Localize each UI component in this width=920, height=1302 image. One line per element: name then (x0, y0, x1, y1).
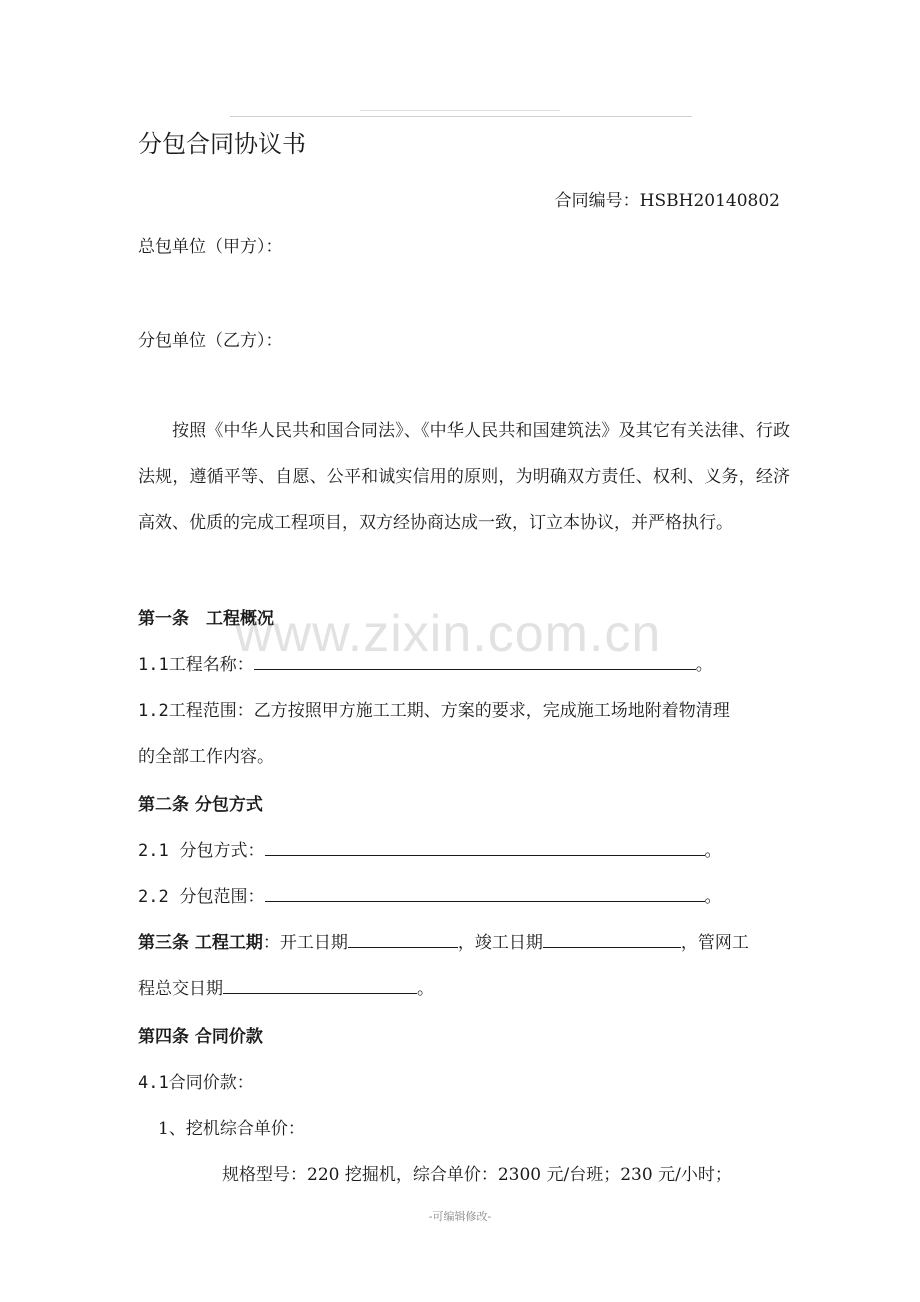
document-title: 分包合同协议书 (138, 130, 306, 158)
item-2-1-number: 2.1 (138, 841, 169, 861)
item-2-1-end: 。 (704, 841, 722, 861)
preamble-paragraph: 按照《中华人民共和国合同法》、《中华人民共和国建筑法》及其它有关法律、行政法规，遵循平等、自愿、公平和诚实信用的原则，为明确双方责任、权利、义务，经济高效、优质的完成工程项目，双方经协商达成一致，订立本协议，并严格执行。 (138, 421, 790, 533)
excavator-unit-price-heading: 1、挖机综合单价： (158, 1119, 305, 1139)
item-1-1-end: 。 (695, 655, 713, 675)
item-2-2-end: 。 (704, 887, 722, 907)
completion-date-blank[interactable] (543, 929, 681, 948)
article3-end: 。 (417, 979, 434, 999)
handover-date-blank[interactable] (223, 975, 417, 994)
handover-date-label: 程总交日期 (138, 979, 223, 999)
item-2-2 (138, 882, 722, 907)
pipeline-label: ，管网工 (680, 933, 749, 953)
subcontract-method-blank[interactable] (265, 837, 705, 856)
item-1-2 (138, 696, 730, 721)
start-date-label: ：开工日期 (262, 933, 348, 953)
watermark: www.zixin.com.cn (235, 605, 662, 663)
item-4-1-number: 4.1 (138, 1073, 169, 1093)
item-1-2-text: 工程范围：乙方按照甲方施工工期、方案的要求，完成施工场地附着物清理 (168, 701, 730, 721)
item-2-2-number: 2.2 (138, 887, 169, 907)
article3-line2 (138, 974, 434, 999)
item-1-2-number: 1.2 (138, 701, 169, 721)
start-date-blank[interactable] (348, 929, 458, 948)
item-1-1-label: 工程名称： (168, 655, 254, 675)
item-4-1-label: 合同价款： (168, 1073, 254, 1093)
item-1-2-continued: 的全部工作内容。 (138, 747, 274, 767)
header-rule (230, 116, 692, 117)
article3-heading: 第三条 工程工期 (138, 933, 263, 953)
page-footer: -可编辑修改- (428, 1210, 492, 1223)
item-2-2-label: 分包范围： (179, 887, 265, 907)
item-2-1 (138, 836, 722, 861)
article3-line1 (138, 928, 749, 953)
party-a-label: 总包单位（甲方）： (138, 237, 283, 257)
item-4-1 (138, 1068, 254, 1093)
item-2-1-label: 分包方式： (179, 841, 265, 861)
header-rule-top (360, 110, 560, 111)
completion-date-label: ，竣工日期 (457, 933, 543, 953)
article1-heading: 第一条 工程概况 (138, 609, 274, 629)
article2-heading: 第二条 分包方式 (138, 795, 263, 815)
contract-number: 合同编号：HSBH20140802 (554, 191, 780, 211)
article4-heading: 第四条 合同价款 (138, 1027, 263, 1047)
subcontract-scope-blank[interactable] (265, 883, 705, 902)
excavator-spec-line: 规格型号：220 挖掘机，综合单价：2300 元/台班；230 元/小时； (222, 1165, 732, 1185)
item-1-1-number: 1.1 (138, 655, 169, 675)
party-b-label: 分包单位（乙方）： (138, 331, 283, 351)
